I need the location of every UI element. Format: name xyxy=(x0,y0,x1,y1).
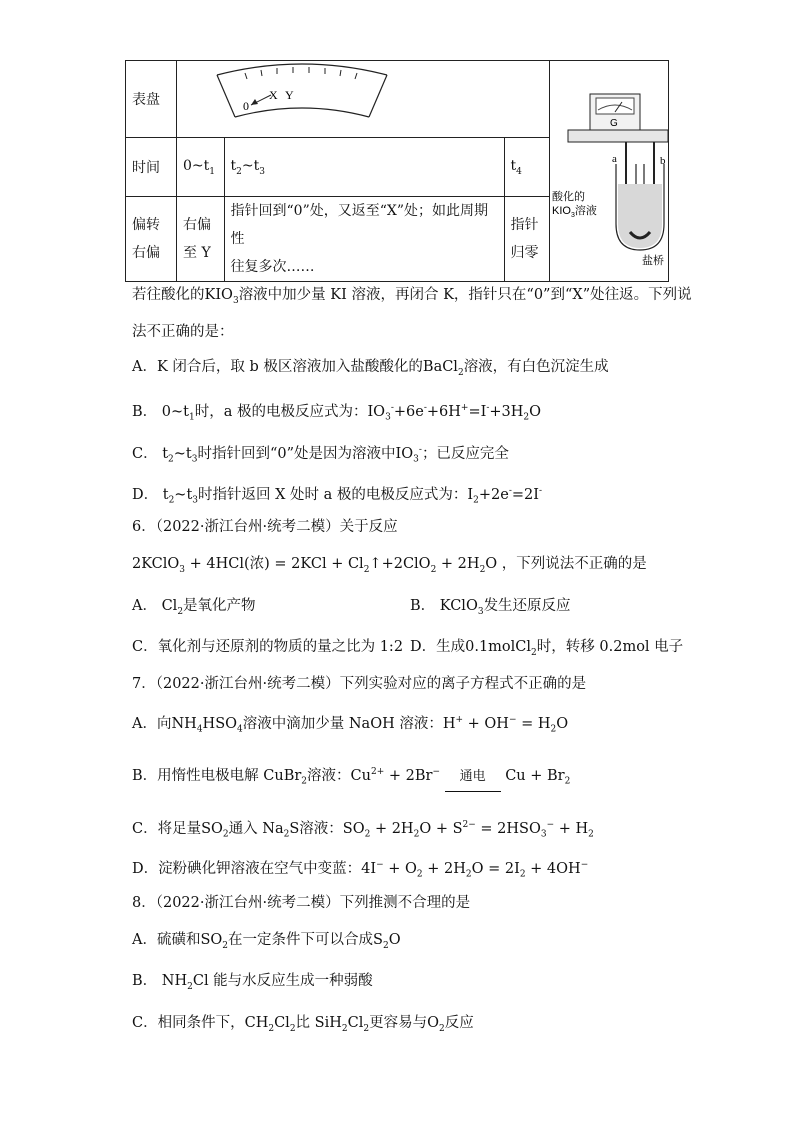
deflection-col2: 指针回到“0”处，又返至“X”处；如此周期性 往复多次…… xyxy=(224,197,504,282)
q7-stem: 7．（2022·浙江台州·统考二模）下列实验对应的离子方程式不正确的是 xyxy=(132,676,587,692)
dial-y-label: Y xyxy=(285,88,294,102)
time-col3: $t_4$ xyxy=(504,138,550,197)
meter-g-label: G xyxy=(610,118,618,129)
dial-x-label: X xyxy=(269,88,278,102)
row-label-dial: 表盘 xyxy=(126,61,177,138)
deflection-col3: 指针 归零 xyxy=(504,197,550,282)
q7-option-d: D．淀粉碘化钾溶液在空气中变蓝：$4I^- + O_2 + 2H_2O = 2I_2 + 4OH^-$ xyxy=(132,860,589,880)
apparatus-cell xyxy=(550,61,669,282)
electrode-b-label: b xyxy=(660,155,666,167)
q6-options-ab xyxy=(132,596,256,622)
q6-equation: 2KClO$_3$ + 4HCl(浓) = $2KCl + Cl_2↑+2ClO_2 + 2H_2O$ ，下列说法不正确的是 xyxy=(132,556,647,575)
time-col2: $t_2\sim t_3$ xyxy=(224,138,504,197)
electrochemical-cell-icon xyxy=(550,64,668,274)
dial-zero-label: 0 xyxy=(243,99,249,113)
dial-face-icon xyxy=(177,61,549,133)
q8-option-b: B． $NH_2Cl$ 能与水反应生成一种弱酸 xyxy=(132,973,373,992)
row-label-time: 时间 xyxy=(126,138,177,197)
dial-cell xyxy=(177,61,550,138)
deflection-col1: 右偏 至 Y xyxy=(177,197,225,282)
electrode-a-label: a xyxy=(612,153,617,165)
electrolysis-arrow: 通电 xyxy=(445,785,501,792)
row-label-deflection: 偏转 右偏 xyxy=(126,197,177,282)
q5-stem-line1: 若往酸化的$KIO_3$溶液中加少量 KI 溶液，再闭合 K，指针只在“0”到“X”处往返。下列说 xyxy=(132,287,692,306)
q8-option-a: A．硫磺和$SO_2$在一定条件下可以合成$S_2O$ xyxy=(132,932,401,951)
q7-option-a: A．向$NH_4HSO_4$溶液中滴加少量 NaOH 溶液：$H^+ + OH^- = H_2O$ xyxy=(132,715,569,735)
q5-option-d: D． $t_2\sim t_3$时指针返回 X 处时 a 极的电极反应式为：$I_2+2e^-=2I^-$ xyxy=(132,486,543,506)
q8-stem: 8．（2022·浙江台州·统考二模）下列推测不合理的是 xyxy=(132,895,471,911)
salt-bridge-label: 盐桥 xyxy=(642,255,664,267)
q5-option-a: A．K 闭合后，取 b 极区溶液加入盐酸酸化的BaCl$_2$溶液，有白色沉淀生成 xyxy=(132,359,609,378)
q6-option-a: A． $Cl_2$是氧化产物 xyxy=(132,598,256,617)
q7-option-c: C．将足量$SO_2$通入 $Na_2S$溶液：$SO_2 + 2H_2O + S^{2-} = 2HSO_3^- + H_2$ xyxy=(132,820,594,840)
q6-option-c: C．氧化剂与还原剂的物质的量之比为 1:2 xyxy=(132,639,404,655)
q6-option-b: B． KClO$_3$发生还原反应 xyxy=(410,598,571,617)
meter-table xyxy=(125,60,669,282)
q8-option-c: C．相同条件下，$CH_2Cl_2$比 $SiH_2Cl_2$更容易与$O_2$反应 xyxy=(132,1015,474,1034)
q5-option-b: B． $0\sim t_1$时，a 极的电极反应式为：$IO_3^-+6e^-+6H^+=I^-+3H_2O$ xyxy=(132,403,542,423)
solution-label-1: 酸化的 xyxy=(552,191,585,203)
solution-label-2: $KIO_3$溶液 xyxy=(552,205,597,219)
q6-stem: 6．（2022·浙江台州·统考二模）关于反应 xyxy=(132,519,398,535)
q7-option-b: B．用惰性电极电解 CuBr$_2$溶液：$Cu^{2+} + 2Br^-$ 通电 $Cu + Br_2$ xyxy=(132,762,570,792)
time-col1: $0\sim t_1$ xyxy=(177,138,225,197)
q5-option-c: C． $t_2\sim t_3$时指针回到“0”处是因为溶液中$IO_3^-$；已反应完全 xyxy=(132,445,509,465)
q5-stem-line2: 法不正确的是： xyxy=(132,324,234,340)
q6-option-d: D．生成0.1molCl$_2$时，转移 0.2mol 电子 xyxy=(410,639,684,658)
